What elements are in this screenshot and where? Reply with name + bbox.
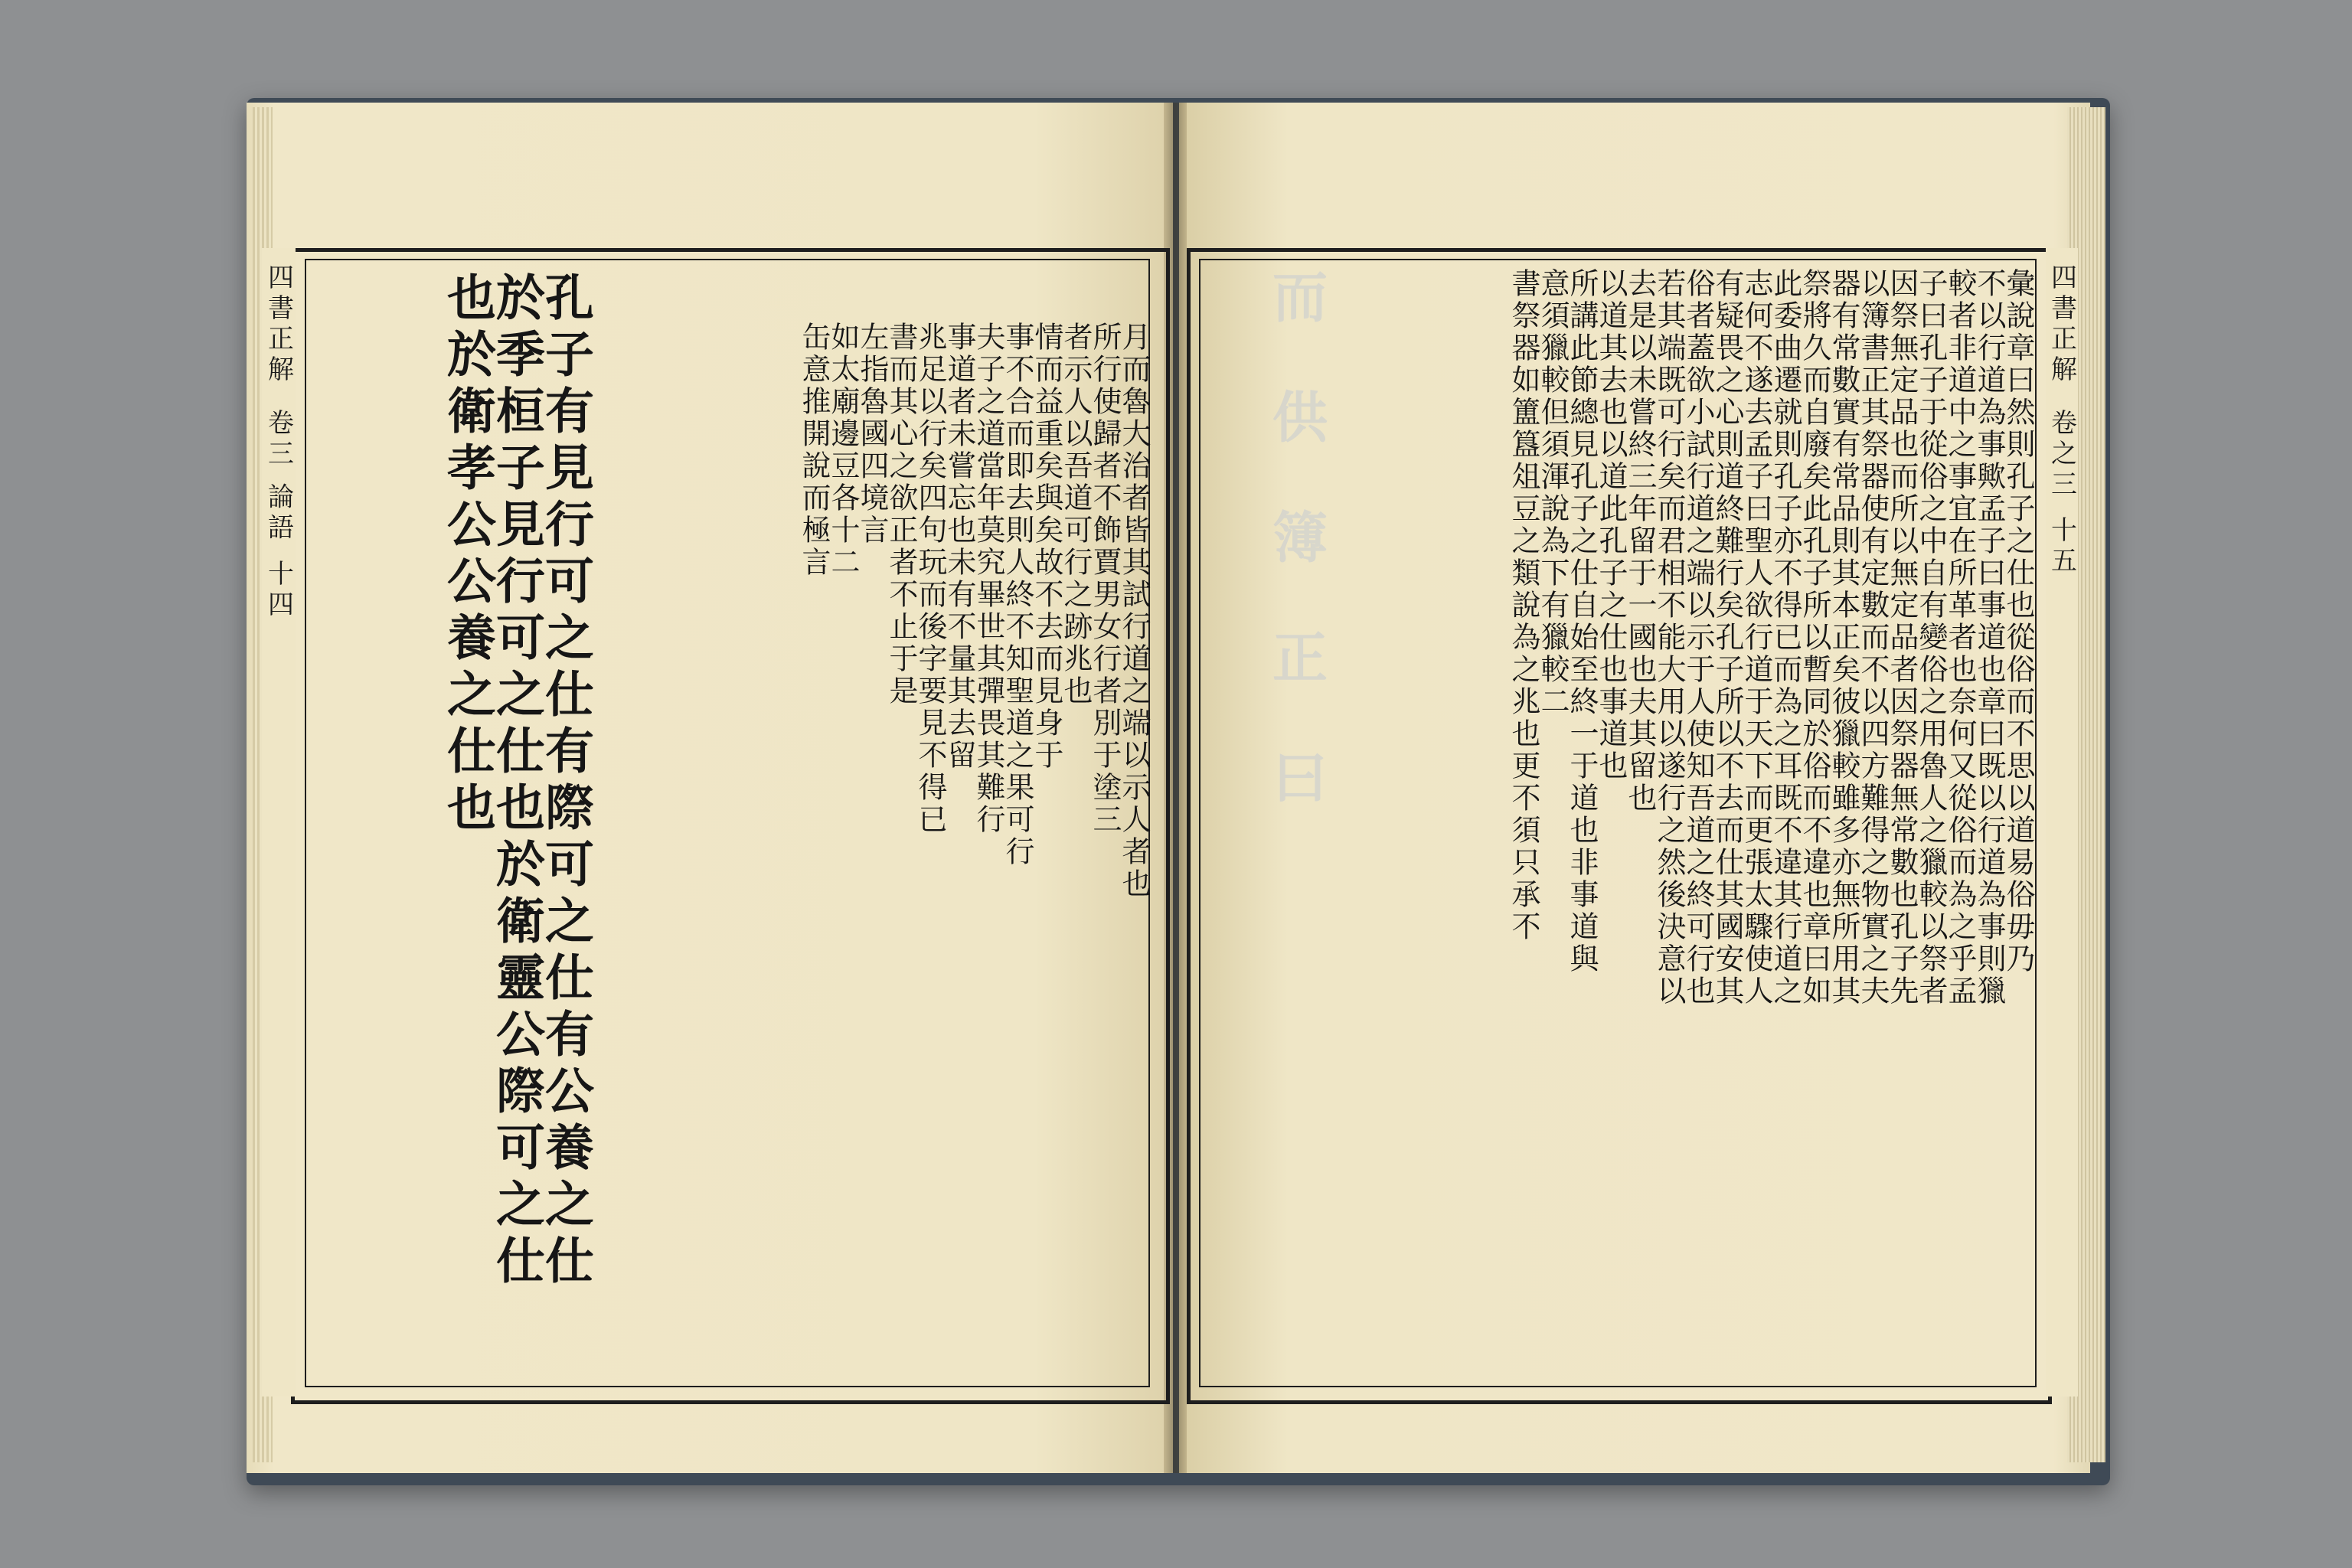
- commentary-column: 去是以未嘗終三年留于一國也夫其留也: [1623, 268, 1657, 815]
- left-margin-head: [262, 248, 296, 1396]
- commentary-column: 如太廟邊豆各十二: [826, 322, 860, 579]
- commentary-column: 左指魯國四境言: [855, 322, 889, 547]
- show-through-char: 正: [1263, 629, 1328, 707]
- show-through-char: 而: [1263, 268, 1328, 346]
- commentary-column: 以道其去也以道此孔子之仕也事道也: [1594, 268, 1628, 782]
- folio-number: 十五: [2046, 516, 2077, 577]
- commentary-column: 有疑畏之心則道終難行矣孔子所以不去而仕其國安其: [1710, 268, 1744, 1008]
- commentary-column: 書而其心之欲正者不止于是: [884, 322, 918, 707]
- commentary-column: 不以行道為事歟孟子曰事道也章曰既以行道為事則獵: [1972, 268, 2006, 1008]
- commentary-column: 書祭器如簠簋俎豆之類說為之兆也更不須只承不: [1507, 268, 1540, 943]
- show-through-char: 簿: [1263, 508, 1328, 587]
- folio-number: 十四: [263, 559, 294, 621]
- volume-label: 卷三 論語: [263, 409, 294, 544]
- running-head: 四書正解: [2046, 263, 2077, 386]
- commentary-column: 以簿書正其祭器使有定數而不以四方難得之物實之夫: [1856, 268, 1890, 1008]
- left-commentary-block: [590, 322, 1151, 1378]
- main-text-block: [314, 272, 594, 1367]
- commentary-column: 事不合而即去則人終不知聖道之果可行: [1001, 322, 1034, 868]
- commentary-column: 器有常數實有常品則其本正矣彼獵較雖多亦無所用其: [1827, 268, 1860, 1008]
- running-head: 四書正解: [263, 263, 294, 386]
- show-through-char: 曰: [1263, 749, 1328, 828]
- commentary-column: 俗者蓋欲小試行道之端以示于人使知吾道之終可行也: [1681, 268, 1715, 1008]
- commentary-column: 所講此節總見孔子之仕自始至終一于道也非事道與: [1565, 268, 1599, 975]
- commentary-column: 夫子之道當年莫究畢世其彈畏其難行: [972, 322, 1005, 836]
- main-text-column: 孔子有見行可之仕有際可之仕有公養之仕: [537, 272, 594, 1292]
- commentary-column: 較者非道中之事宜在所革者也奈何又從俗而為之乎孟: [1943, 268, 1977, 1008]
- commentary-column: 情而益重矣與矣故不去而見身于: [1030, 322, 1063, 772]
- commentary-column: 彙說章曰然則孔子之仕也從俗而不思以道易俗毋乃: [2001, 268, 2035, 975]
- commentary-column: 者示人以吾道可行之跡兆也: [1059, 322, 1093, 707]
- commentary-column: 兆足以行矣四句玩而後字要見不得已: [913, 322, 947, 836]
- show-through-char: 供: [1263, 388, 1328, 467]
- commentary-column: 志何不遂去孟子曰聖人欲行道于天下而更張太驟使人: [1740, 268, 1773, 1008]
- commentary-column: 此委曲遷就則孔子亦不得已而為之耳既不違其行道之: [1769, 268, 1802, 1008]
- commentary-column: 缶意推開說而極言: [797, 322, 831, 579]
- main-text-column: 於季桓子見行可之仕也於衛靈公際可之仕: [488, 272, 545, 1292]
- commentary-column: 所行使歸者不飾賈男女行者別于塗三: [1088, 322, 1122, 836]
- commentary-column: 若其端既可行矣而君相不能大用以遂行之然後決意以: [1652, 268, 1686, 1008]
- commentary-column: 意須獵較但須渾說為下有獵較二: [1536, 268, 1570, 718]
- commentary-column: 祭將久而自廢矣此孔子所以暫同於俗而不違也章曰如: [1798, 268, 1831, 1008]
- commentary-column: 事道者未嘗忘也未有不量其去留: [942, 322, 976, 772]
- main-text-column: 也於衛孝公公養之仕也: [439, 272, 496, 838]
- commentary-column: 子曰孔子于從俗之中自有變俗之用魯人之獵較以祭者: [1914, 268, 1948, 1008]
- right-commentary-block: [1206, 268, 2033, 1378]
- right-margin-head: [2046, 248, 2078, 1396]
- commentary-column: 因祭無定品也而所以無定品者因祭器無常數也孔子先: [1885, 268, 1919, 1008]
- volume-label: 卷之三: [2046, 409, 2077, 501]
- commentary-column: 月而魯大治者皆其試行道之端以示人者也: [1117, 322, 1151, 900]
